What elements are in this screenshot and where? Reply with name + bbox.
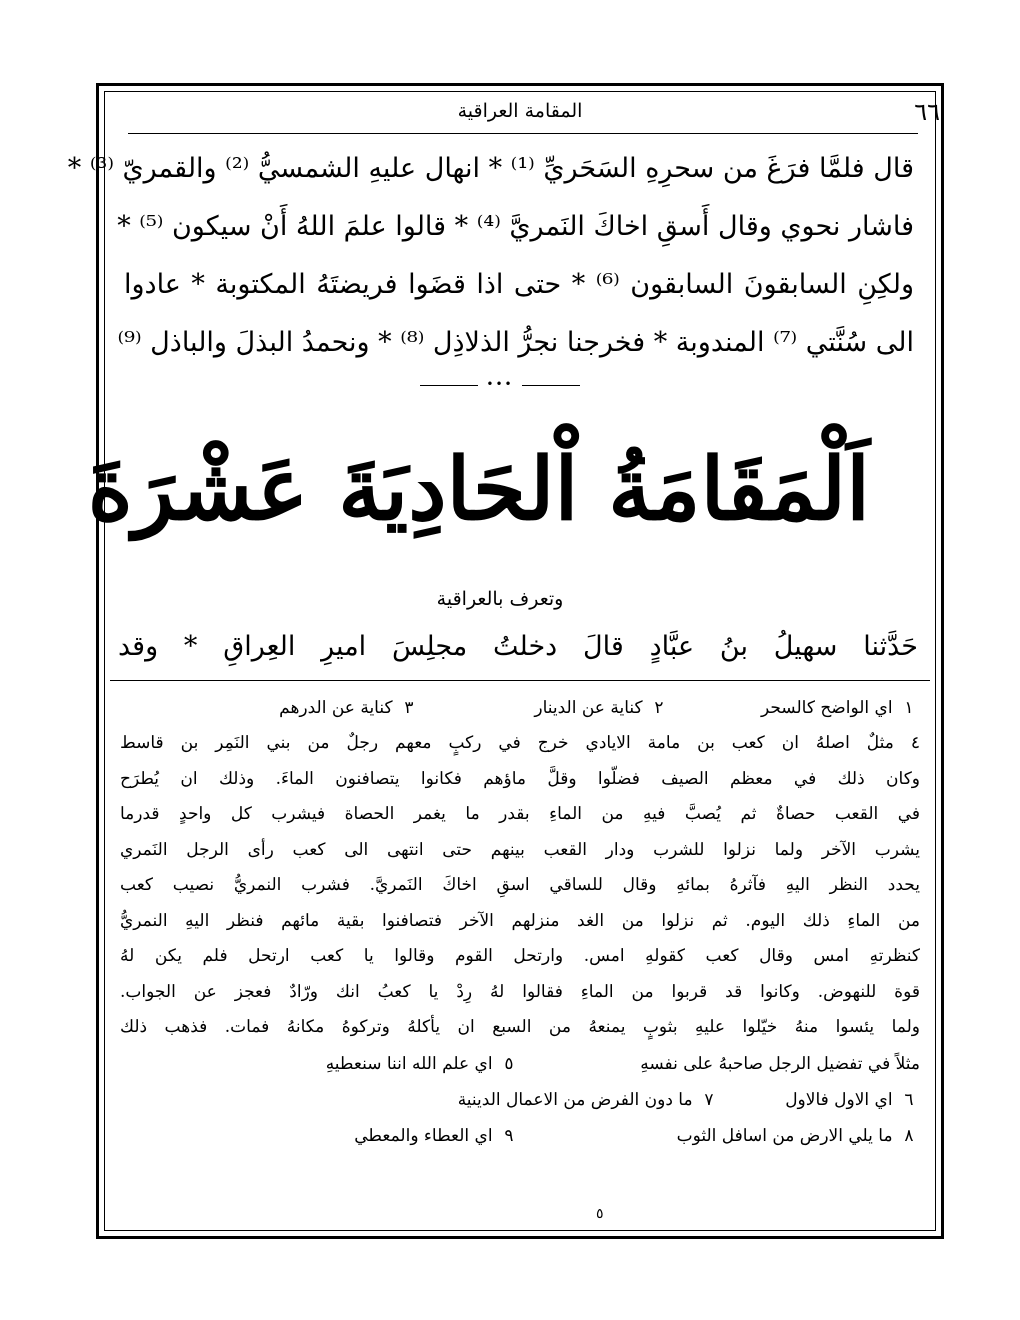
- footnote-3: [279, 690, 420, 726]
- footnote-text: كناية عن الدينار: [534, 698, 643, 718]
- footnote-4-line: ولما يئسوا منهُ خيّلوا عليهِ بثوبٍ يمنعهُ من السبع ان يأكلهُ وتركوهُ مكانهُ فمات. فذهب ذلك: [120, 1017, 920, 1037]
- footnote-text: اي علم الله اننا سنعطيهِ: [325, 1053, 493, 1074]
- footnote-7: [458, 1082, 720, 1118]
- verse-block: [67, 140, 914, 372]
- footnote-number: ٥: [504, 1053, 514, 1074]
- footnote-6: [785, 1082, 920, 1118]
- signature-mark: ٥: [596, 1206, 604, 1222]
- footnote-4-line: يشرب الآخر ولما نزلوا للشرب ودار القعب بينهم حتى انتهى الى كعب رأى الرجل النَمري: [120, 839, 920, 860]
- footnotes-rule: [110, 680, 930, 681]
- chapter-title: اَلْمَقَامَةُ اْلحَادِيَةَ عَشْرَةَ: [87, 439, 870, 540]
- footnote-2: [534, 690, 670, 726]
- footnote-1: [761, 690, 920, 726]
- footnote-number: ١: [904, 698, 914, 718]
- footnote-number: ٦: [904, 1089, 914, 1110]
- footnote-row: [120, 1046, 920, 1082]
- footnote-row: [120, 1082, 920, 1118]
- footnote-4-line: من الماءِ ذلك اليوم. ثم نزلوا من الغد منزلهم الآخر فتصافنوا بقية مائهم فنظر اليهِ النمريُّ: [120, 910, 920, 931]
- verse-line: ولكِنِ السابقونَ السابقون ⁽⁶⁾ * حتى اذا قضَوا فريضتَهُ المكتوبة * عادوا: [124, 269, 914, 300]
- chapter-subtitle: وتعرف بالعراقية: [436, 588, 564, 610]
- footnote-row: [120, 690, 920, 726]
- footnote-4-line: وكان ذلك في معظم الصيف فضلّوا وقلَّ ماؤهم فكانوا يتصافنون الماءَ. وذلك ان يُطرَح: [120, 768, 920, 789]
- footnote-number: ٩: [504, 1125, 514, 1146]
- footnote-row: [120, 1118, 920, 1154]
- footnote-8: [677, 1118, 920, 1154]
- header-rule: [128, 133, 918, 134]
- running-title: المقامة العراقية: [457, 100, 583, 122]
- footnote-text: ما يلي الارض من اسافل الثوب: [676, 1125, 893, 1146]
- footnote-text: مثلٌ اصلهُ ان كعب بن مامة الايادي خرج في ركبٍ معهم رجلٌ من بني النَمِر بن قاسط: [120, 733, 894, 753]
- footnote-9: [354, 1118, 520, 1154]
- verse-line: الى سُنَّتي ⁽⁷⁾ المندوبة * فخرجنا نجرُّ الذلاذِل ⁽⁸⁾ * ونحمدُ البذلَ والباذل ⁽⁹⁾: [117, 327, 914, 358]
- opening-line: حَدَّثنا سهيلُ بنُ عبَّادٍ قالَ دخلتُ مجلِسَ اميرِ العِراقِ * وقد: [118, 631, 918, 662]
- footnote-number: ٣: [404, 698, 414, 718]
- footnote-4-line: [120, 726, 920, 762]
- divider-ornament-icon: •••: [478, 377, 522, 391]
- verse-line: قال فلمَّا فرَغَ من سحرِهِ السَحَريِّ ⁽¹⁾ * انهال عليهِ الشمسيُّ ⁽²⁾ والقمريّ ⁽³⁾ *: [67, 153, 914, 184]
- footnote-text: كناية عن الدرهم: [279, 698, 393, 718]
- page-number: ٦٦: [914, 98, 940, 126]
- footnote-text: اي الواضح كالسحر: [760, 698, 893, 718]
- footnote-text: اي العطاء والمعطي: [354, 1125, 493, 1146]
- footnotes: [120, 690, 920, 1154]
- footnote-text: ما دون الفرض من الاعمال الدينية: [457, 1089, 693, 1110]
- running-header: [120, 96, 940, 130]
- footnote-4-line: كنظرتهِ امس وقال كعب كقولهِ امس. وارتحل القوم وقالوا يا كعب ارتحل فلم يكن لهُ: [120, 946, 920, 966]
- footnote-number: ٤: [910, 733, 920, 753]
- footnote-number: ٨: [904, 1125, 914, 1146]
- footnote-5: [326, 1046, 520, 1082]
- footnote-4-last-line: مثلاً في تفضيل الرجل صاحبهُ على نفسهِ: [640, 1053, 920, 1074]
- footnote-4-line: في القعب حصاةٌ ثم يُصبَّ فيهِ من الماءِ بقدر ما يغمر الحصاة فيشرب كل واحدٍ قدرما: [120, 804, 920, 824]
- footnote-number: ٧: [704, 1089, 714, 1110]
- footnote-4-line: يحدد النظر اليهِ فآثرهُ بمائهِ وقال للساقي اسقِ اخاكَ النَمريَّ. فشرب النمريُّ نصيب كعب: [120, 875, 920, 895]
- footnote-4-line: قوة للنهوض. وكانوا قد قربوا من الماءِ فقالوا لهُ رِدْ يا كعبُ انك ورّادٌ فعجز عن الجواب.: [120, 981, 920, 1002]
- verse-line: فاشار نحوي وقال أَسقِ اخاكَ النَمريَّ ⁽⁴⁾ * قالوا علمَ اللهُ أَنْ سيكون ⁽⁵⁾ *: [117, 211, 914, 242]
- footnote-number: ٢: [654, 698, 664, 718]
- footnote-text: اي الاول فالاول: [785, 1089, 893, 1110]
